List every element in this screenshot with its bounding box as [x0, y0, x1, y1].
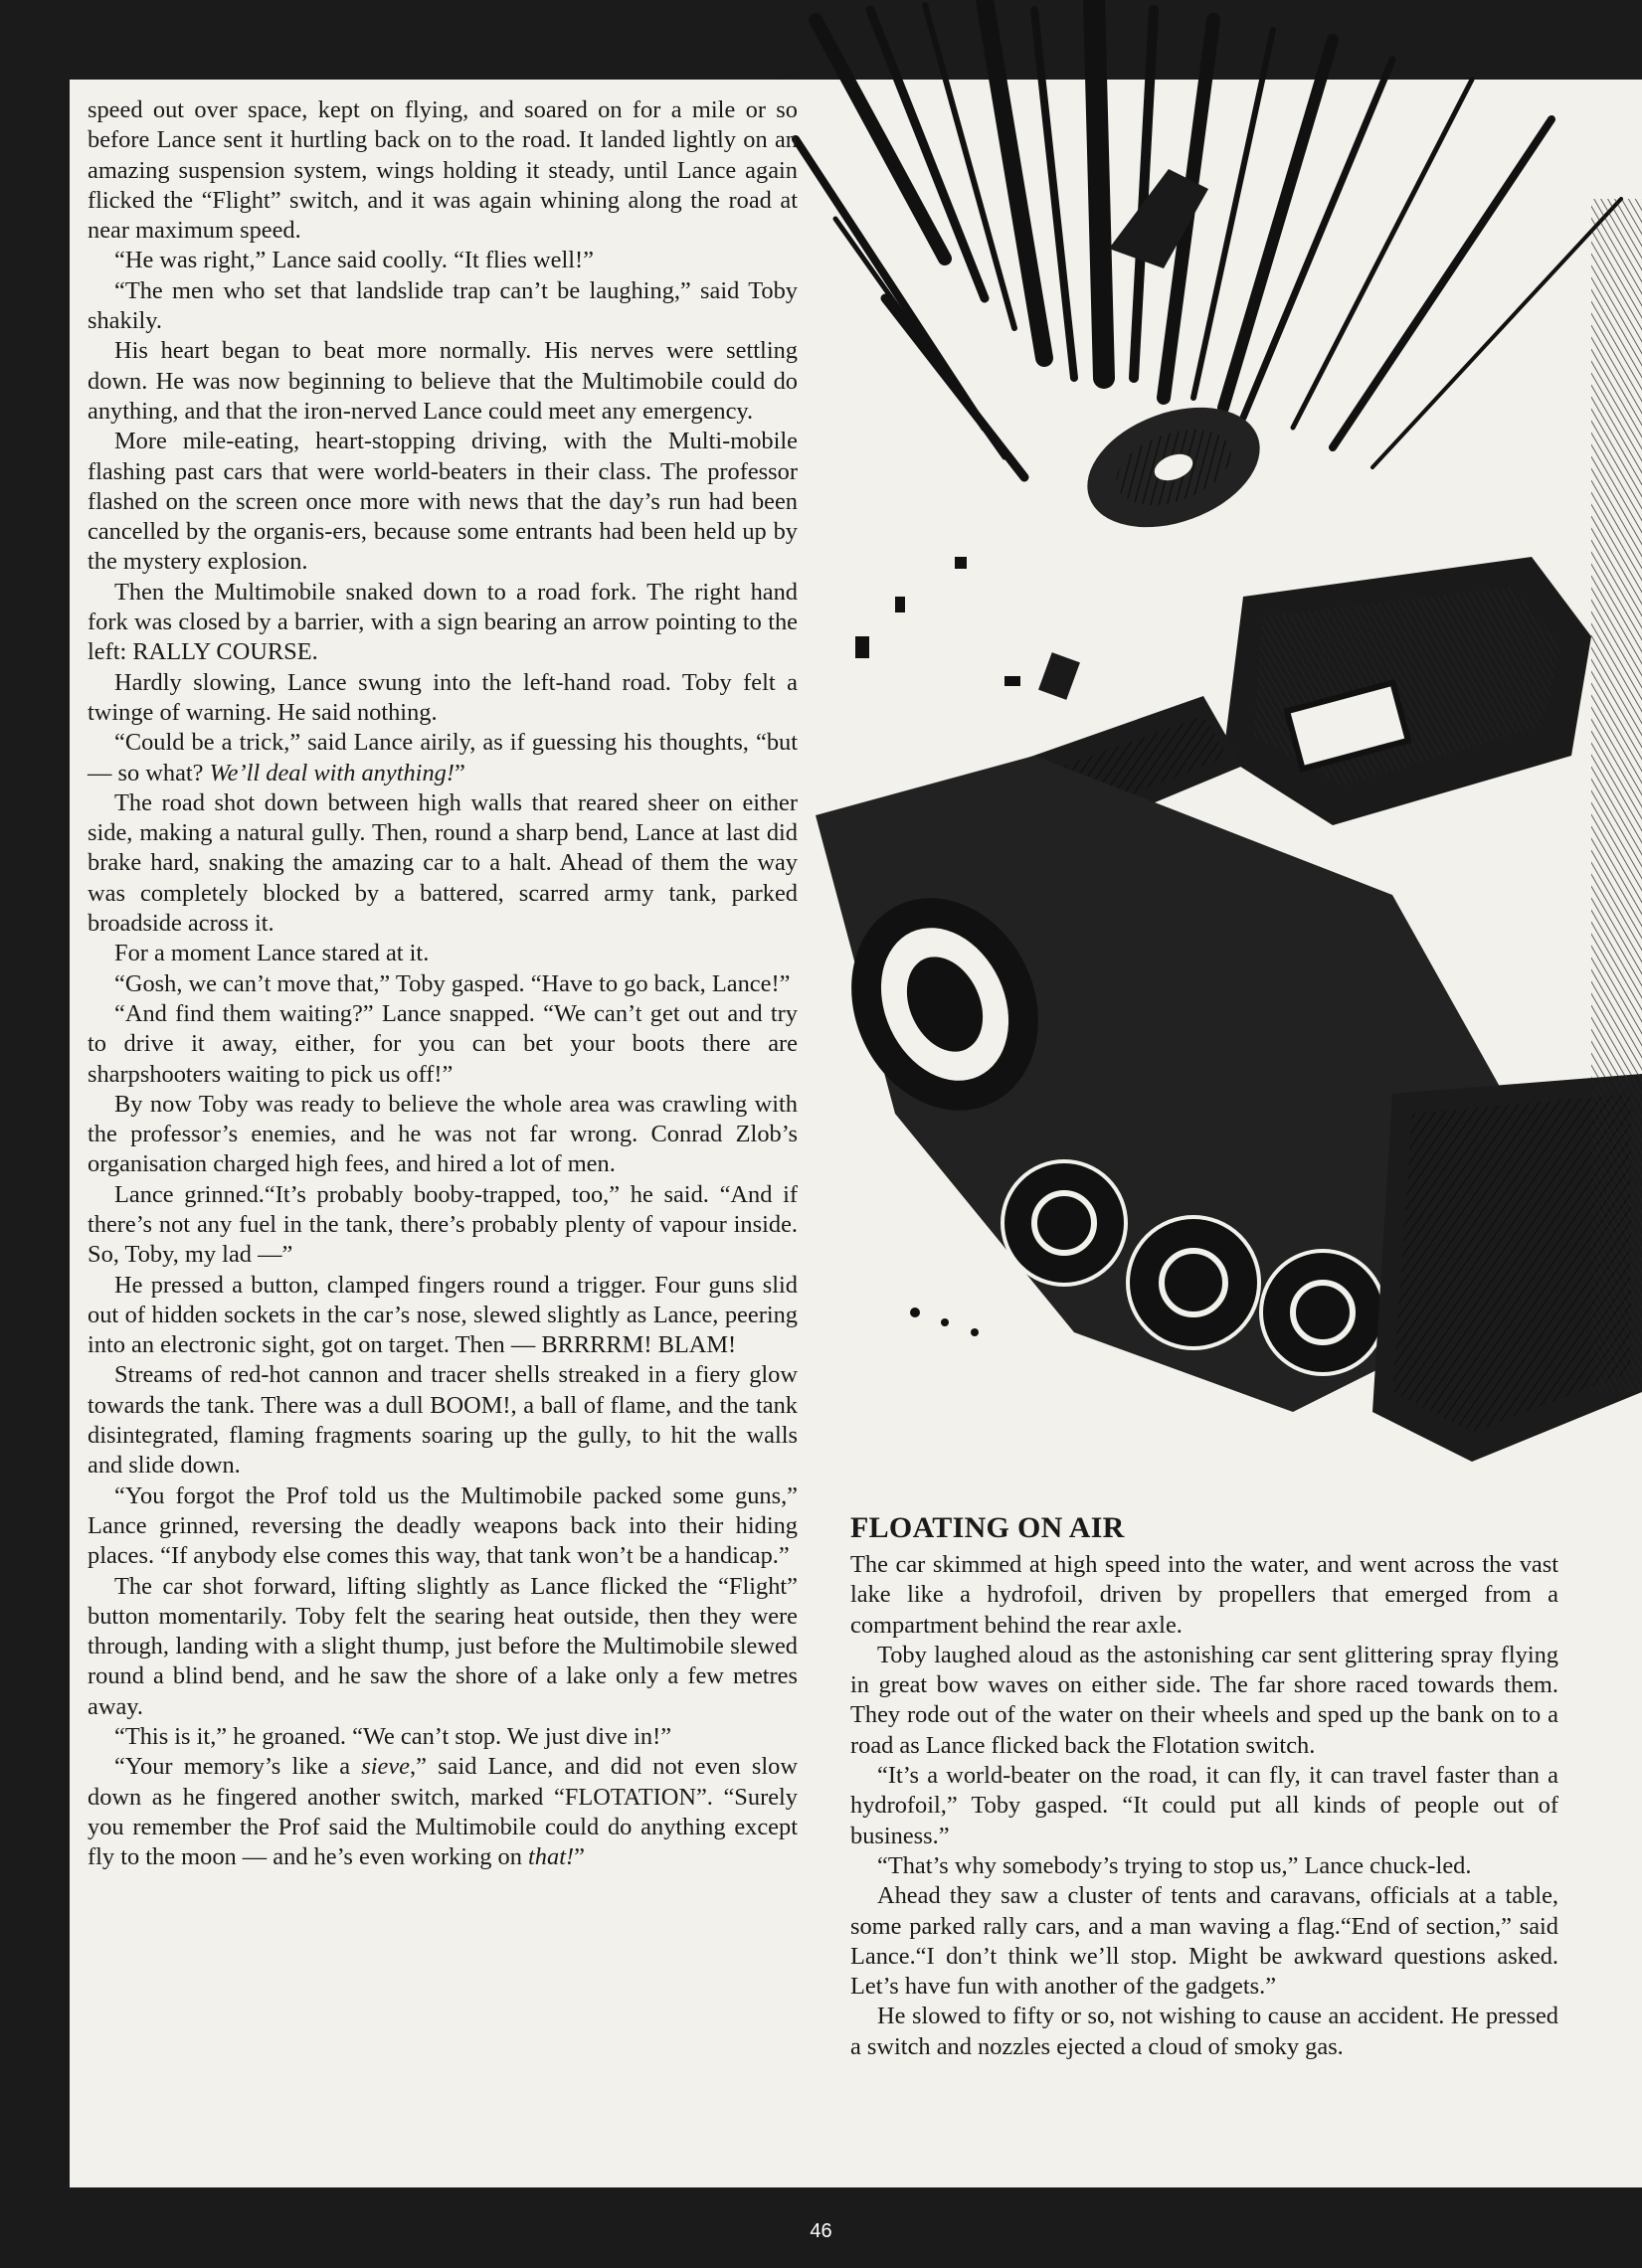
paragraph-text: The car shot forward, lifting slightly as Lance flicked the “Flight” button momentarily. Toby felt the searing heat outside, then they were through, landing with a slight thump, just before the Multimobile slewed round a blind bend, and he saw the shore of a lake only a few metres away. [88, 1572, 798, 1720]
paragraph [850, 1881, 1558, 2002]
paragraph-text: For a moment Lance stared at it. [114, 940, 430, 967]
paragraph [850, 1851, 1558, 1881]
paragraph-text: By now Toby was ready to believe the whole area was crawling with the professor’s enemies, and he was not far wrong. Conrad Zlob’s organisation charged high fees, and hired a lot of men. [88, 1090, 798, 1178]
paragraph-text: speed out over space, kept on flying, and soared on for a mile or so before Lance sent it hurtling back on to the road. It landed lightly on an amazing suspension system, wings holding it steady, until Lance again flicked the “Flight” switch, and it was again whining along the road at near maximum speed. [88, 96, 798, 245]
paragraph [88, 427, 798, 577]
paragraph [850, 2002, 1558, 2062]
paragraph-text: “Gosh, we can’t move that,” Toby gasped. “Have to go back, Lance!” [114, 969, 791, 997]
paragraph-text: Hardly slowing, Lance swung into the left-hand road. Toby felt a twinge of warning. He said nothing. [88, 668, 798, 726]
paragraph-text: ,” said Lance, and did not even slow down as he fingered another switch, marked “FLOTATION”. “Surely you remember the Prof said the Multimobile could do anything except fly to the moon — and he’s even working on [88, 1753, 798, 1871]
paragraph-text: “Could be a trick,” said Lance airily, as if guessing his thoughts, “but — so what? [88, 729, 798, 786]
paragraph-text: The car skimmed at high speed into the water, and went across the vast lake like a hydrofoil, driven by propellers that emerged from a compartment behind the rear axle. [850, 1551, 1558, 1639]
paragraph-text: ” [454, 759, 465, 786]
paragraph-text: “That’s why somebody’s trying to stop us,” Lance chuck-led. [877, 1851, 1472, 1879]
paragraph [88, 1572, 798, 1722]
paragraph-text: “You forgot the Prof told us the Multimobile packed some guns,” Lance grinned, reversing the deadly weapons back into their hiding places. “If anybody else comes this way, that tank won’t be a handicap.” [88, 1482, 798, 1570]
right-column-body [850, 1550, 1558, 2062]
paragraph-text: Then the Multimobile snaked down to a road fork. The right hand fork was closed by a barrier, with a sign bearing an arrow pointing to the left: RALLY COURSE. [88, 578, 798, 666]
paragraph [88, 1360, 798, 1481]
emphasis-text: sieve [361, 1753, 411, 1781]
paragraph [88, 1180, 798, 1271]
paragraph [88, 728, 798, 788]
paragraph [850, 1550, 1558, 1641]
paragraph [88, 939, 798, 968]
paragraph [88, 578, 798, 668]
exploding-tank-illustration [776, 0, 1642, 1521]
article-left-column [88, 95, 798, 1873]
paragraph-text: “Your memory’s like a [114, 1753, 362, 1781]
article-right-column [850, 1508, 1558, 2062]
paragraph-text: “And find them waiting?” Lance snapped. “We can’t get out and try to drive it away, either, for you can bet your boots there are sharpshooters waiting to pick us off!” [88, 999, 798, 1088]
paragraph [88, 1271, 798, 1361]
paragraph-text: He slowed to fifty or so, not wishing to cause an accident. He pressed a switch and nozzles ejected a cloud of smoky gas. [850, 2003, 1558, 2060]
paragraph-text: He pressed a button, clamped fingers round a trigger. Four guns slid out of hidden sockets in the car’s nose, slewed slightly as Lance, peering into an electronic sight, got on target. Then — BRRRRM! BLAM! [88, 1271, 798, 1359]
paragraph [88, 276, 798, 337]
paragraph-text: “It’s a world-beater on the road, it can fly, it can travel faster than a hydrofoil,” Toby gasped. “It could put all kinds of people out of business.” [850, 1762, 1558, 1849]
paragraph-text: The road shot down between high walls that reared sheer on either side, making a natural gully. Then, round a sharp bend, Lance at last did brake hard, snaking the amazing car to a halt. Ahead of them the way was completely blocked by a battered, scarred army tank, parked broadside across it. [88, 788, 798, 938]
paragraph-text: “This is it,” he groaned. “We can’t stop. We just dive in!” [114, 1723, 672, 1751]
emphasis-text: that! [528, 1843, 575, 1871]
paragraph [88, 999, 798, 1090]
paragraph [88, 1752, 798, 1872]
paragraph-text: “He was right,” Lance said coolly. “It flies well!” [114, 247, 594, 274]
paragraph [88, 336, 798, 427]
paragraph-text: Toby laughed aloud as the astonishing car sent glittering spray flying in great bow waves on either side. The far shore raced towards them. They rode out of the water on their wheels and sped up the bank on to a road as Lance flicked back the Flotation switch. [850, 1641, 1558, 1759]
paragraph-text: ” [574, 1843, 585, 1871]
emphasis-text: We’ll deal with anything! [209, 759, 455, 786]
paragraph [88, 95, 798, 246]
section-heading: FLOATING ON AIR [850, 1511, 1125, 1544]
paragraph-text: His heart began to beat more normally. His nerves were settling down. He was now beginning to believe that the Multimobile could do anything, and that the iron-nerved Lance could meet any emergency. [88, 337, 798, 425]
paragraph [850, 1641, 1558, 1761]
paragraph [88, 1090, 798, 1180]
paragraph-text: Ahead they saw a cluster of tents and caravans, officials at a table, some parked rally cars, and a man waving a flag.“End of section,” said Lance.“I don’t think we’ll stop. Might be awkward questions asked. Let’s have fun with another of the gadgets.” [850, 1882, 1558, 2001]
paragraph [88, 246, 798, 275]
paragraph [88, 1482, 798, 1572]
paragraph-text: Streams of red-hot cannon and tracer shells streaked in a fiery glow towards the tank. There was a dull BOOM!, a ball of flame, and the tank disintegrated, flaming fragments soaring up the gully, to hit the walls and slide down. [88, 1361, 798, 1480]
paragraph-text: Lance grinned.“It’s probably booby-trapped, too,” he said. “And if there’s not any fuel in the tank, there’s probably plenty of vapour inside. So, Toby, my lad —” [88, 1180, 798, 1269]
paragraph [850, 1761, 1558, 1851]
paragraph [88, 788, 798, 939]
paragraph [88, 969, 798, 999]
paragraph-text: More mile-eating, heart-stopping driving, with the Multi-mobile flashing past cars that were world-beaters in their class. The professor flashed on the screen once more with news that the day’s run had been cancelled by the organis-ers, because some entrants had been held up by the mystery explosion. [88, 428, 798, 576]
paragraph-text: “The men who set that landslide trap can’t be laughing,” said Toby shakily. [88, 276, 798, 335]
paragraph [88, 668, 798, 729]
page-number: 46 [810, 2220, 832, 2242]
paragraph [88, 1722, 798, 1752]
